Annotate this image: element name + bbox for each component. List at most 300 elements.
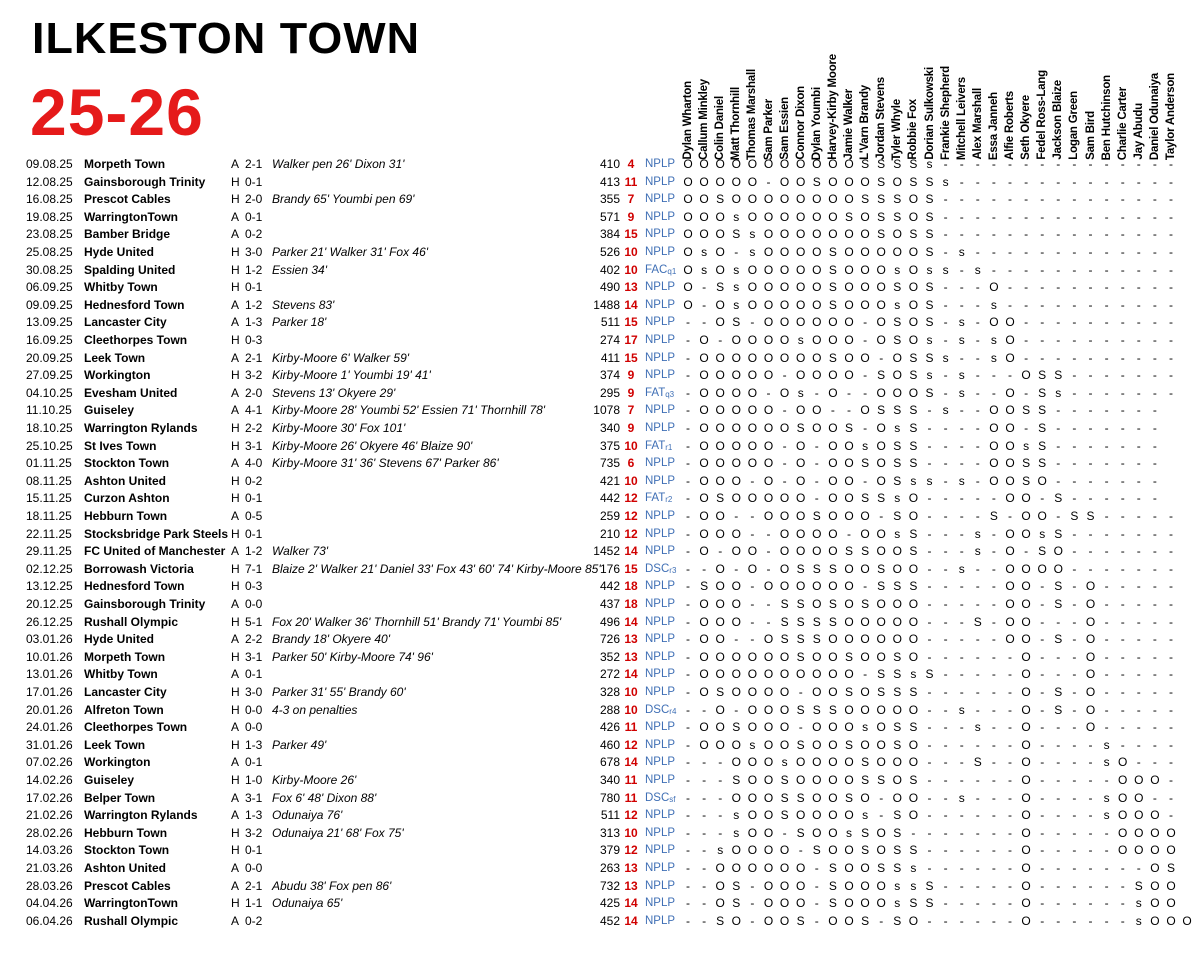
appearance-cell: -	[1072, 157, 1077, 171]
appearance-cell: S	[780, 790, 789, 805]
league-position: 11	[624, 790, 638, 805]
score: 3-0	[245, 245, 263, 259]
competition: $FAT_{r2}$	[645, 492, 673, 505]
appearance-cell: -	[1136, 368, 1141, 383]
appearance-cell: S	[844, 544, 853, 559]
appearance-cell: S	[844, 421, 853, 435]
appearance-cell: -	[1008, 808, 1012, 823]
appearance-cell: -	[1152, 368, 1157, 383]
appearance-cell: O	[731, 667, 741, 682]
appearance-cell: s	[749, 737, 756, 752]
appearance-cell: O	[989, 473, 999, 488]
appearance-cell: O	[844, 896, 854, 911]
appearance-cell: S	[796, 737, 805, 752]
appearance-cell: S	[909, 579, 918, 594]
appearance-cell: -	[975, 368, 980, 383]
appearance-cell: O	[731, 333, 741, 347]
appearance-cell: -	[943, 245, 948, 259]
appearance-cell: O	[683, 227, 693, 242]
appearance-cell: -	[1072, 385, 1077, 400]
appearance-cell: -	[1040, 245, 1045, 259]
appearance-cell: O	[779, 878, 790, 893]
attendance: 210	[599, 526, 620, 541]
appearance-cell: -	[879, 509, 884, 523]
appearance-cell: -	[959, 403, 964, 418]
appearance-cell: O	[876, 825, 886, 840]
match-date: 25.10.25	[26, 438, 73, 453]
appearance-cell: S	[925, 209, 934, 224]
appearance-cell: O	[844, 561, 854, 576]
appearance-cell: O	[747, 368, 758, 383]
appearance-cell: -	[1136, 157, 1141, 171]
appearance-cell: -	[1169, 297, 1173, 312]
appearance-cell: -	[1088, 262, 1093, 277]
match-date: 28.02.26	[26, 825, 73, 840]
home-away: A	[231, 297, 240, 312]
appearance-cell: -	[718, 544, 723, 559]
appearance-cell: -	[1040, 685, 1045, 699]
appearance-cell: -	[863, 473, 868, 488]
appearance-cell: -	[750, 632, 755, 647]
appearance-cell: S	[893, 456, 902, 471]
appearance-cell: -	[1120, 667, 1125, 682]
appearance-cell: O	[715, 350, 725, 365]
appearance-cell: -	[959, 350, 964, 365]
appearance-cell: -	[750, 878, 755, 893]
appearance-cell: S	[893, 649, 902, 664]
scorers: Stevens 83'	[272, 297, 335, 312]
appearance-cell: O	[763, 368, 774, 383]
appearance-cell: S	[925, 896, 934, 911]
home-away: H	[231, 368, 240, 383]
attendance: 274	[599, 333, 620, 347]
appearance-cell: -	[959, 421, 964, 435]
appearance-cell: -	[1120, 315, 1125, 330]
appearance-cell: s	[926, 333, 933, 347]
appearance-cell: -	[959, 685, 964, 699]
appearance-cell: S	[877, 227, 886, 242]
appearance-cell: -	[1152, 737, 1157, 752]
scorers: Parker 50' Kirby-Moore 74' 96'	[272, 649, 433, 664]
attendance: 678	[599, 755, 620, 770]
appearance-cell: S	[796, 561, 805, 576]
appearance-cell: O	[844, 632, 854, 647]
league-position: 12	[624, 509, 638, 523]
appearance-cell: O	[812, 773, 822, 787]
appearance-cell: O	[1085, 720, 1096, 735]
appearance-cell: -	[959, 509, 964, 523]
appearance-cell: -	[1056, 755, 1061, 770]
table-row	[0, 649, 1200, 667]
appearance-cell: -	[686, 561, 690, 576]
appearance-cell: S	[877, 667, 886, 682]
appearance-cell: -	[1040, 702, 1045, 717]
appearance-cell: -	[1152, 561, 1157, 576]
score: 4-0	[245, 456, 263, 471]
appearance-cell: -	[959, 544, 964, 559]
appearance-cell: -	[959, 192, 964, 207]
appearance-cell: -	[1152, 579, 1157, 594]
table-row	[0, 754, 1200, 772]
opponent: Ashton United	[84, 861, 166, 875]
appearance-cell: -	[1008, 262, 1012, 277]
appearance-cell: -	[943, 157, 948, 171]
appearance-cell: -	[1136, 192, 1141, 207]
home-away: A	[231, 227, 240, 242]
opponent: Stockton Town	[84, 456, 170, 471]
appearance-cell: -	[1104, 438, 1109, 453]
player-name-label: Colin Daniel	[714, 95, 727, 160]
appearance-cell: -	[1056, 790, 1061, 805]
attendance: 411	[600, 350, 620, 365]
appearance-cell: O	[763, 878, 774, 893]
score: 1-3	[245, 808, 263, 823]
appearance-cell: O	[699, 491, 709, 506]
appearance-cell: O	[1005, 350, 1015, 365]
appearance-cell: O	[908, 808, 919, 823]
appearance-cell: O	[876, 843, 886, 858]
appearance-cell: -	[1008, 790, 1012, 805]
appearance-cell: -	[1088, 333, 1093, 347]
appearance-cell: O	[796, 438, 806, 453]
appearance-cell: -	[702, 843, 707, 858]
competition: NPLP	[645, 580, 676, 593]
opponent: Gainsborough Trinity	[84, 597, 206, 611]
home-away: A	[231, 209, 240, 224]
appearance-cell: O	[828, 843, 838, 858]
appearance-cell: -	[1008, 773, 1012, 787]
appearance-cell: O	[731, 174, 741, 189]
appearance-cell: O	[812, 262, 822, 277]
appearance-cell: S	[909, 843, 918, 858]
appearance-cell: O	[796, 773, 806, 787]
appearance-cell: -	[1169, 667, 1173, 682]
match-date: 19.08.25	[26, 209, 73, 224]
appearance-cell: -	[1008, 896, 1012, 911]
home-away: H	[231, 649, 240, 664]
appearance-cell: O	[747, 456, 758, 471]
appearance-cell: O	[747, 421, 758, 435]
appearance-cell: O	[860, 209, 870, 224]
appearance-cell: S	[877, 403, 886, 418]
league-position: 9	[627, 368, 635, 383]
appearance-cell: -	[702, 561, 707, 576]
appearance-cell: -	[782, 825, 787, 840]
appearance-cell: O	[763, 825, 774, 840]
appearance-cell: -	[975, 403, 980, 418]
appearance-cell: O	[876, 421, 886, 435]
appearance-cell: -	[959, 280, 964, 295]
appearance-cell: O	[844, 808, 854, 823]
appearance-cell: -	[1024, 245, 1029, 259]
appearance-cell: -	[1169, 773, 1173, 787]
appearance-cell: -	[847, 526, 851, 541]
appearance-cell: O	[1166, 825, 1176, 840]
appearance-cell: S	[893, 438, 902, 453]
match-date: 13.09.25	[26, 315, 73, 330]
table-row	[0, 702, 1200, 720]
score: 2-1	[245, 878, 263, 893]
appearance-cell: O	[860, 614, 870, 629]
match-date: 11.10.25	[26, 403, 72, 418]
appearance-cell: O	[1182, 913, 1192, 928]
appearance-cell: O	[860, 790, 870, 805]
appearance-cell: O	[828, 544, 838, 559]
appearance-cell: O	[828, 473, 838, 488]
appearance-cell: O	[828, 825, 838, 840]
home-away: A	[231, 315, 240, 330]
appearance-cell: S	[877, 209, 886, 224]
table-row	[0, 543, 1200, 561]
player-name-label: Tyler Whyle	[891, 98, 904, 160]
league-position: 14	[624, 297, 638, 312]
match-date: 09.08.25	[26, 157, 73, 171]
league-position: 13	[624, 632, 638, 647]
appearance-cell: -	[1152, 456, 1157, 471]
appearance-cell: -	[686, 755, 690, 770]
opponent: Lancaster City	[84, 315, 167, 330]
appearance-cell: O	[844, 579, 854, 594]
appearance-cell: -	[686, 773, 690, 787]
appearance-cell: O	[699, 526, 709, 541]
appearance-cell: -	[1072, 614, 1077, 629]
player-name	[955, 0, 969, 160]
attendance: 425	[599, 896, 620, 911]
appearance-cell: -	[1120, 509, 1125, 523]
appearance-cell: O	[812, 790, 822, 805]
appearance-cell: -	[1169, 808, 1173, 823]
appearance-cell: -	[943, 913, 948, 928]
appearance-cell: O	[989, 456, 999, 471]
appearance-cell: -	[1169, 509, 1173, 523]
attendance: 442	[599, 579, 620, 594]
appearance-cell: -	[1136, 544, 1141, 559]
appearance-cell: -	[943, 526, 948, 541]
appearance-cell: -	[798, 685, 803, 699]
appearance-cell: s	[1055, 385, 1062, 400]
appearance-cell: O	[715, 720, 725, 735]
appearance-cell: S	[844, 737, 853, 752]
attendance: 402	[599, 262, 620, 277]
appearance-cell: O	[1134, 790, 1144, 805]
appearance-cell: -	[1120, 878, 1125, 893]
appearance-cell: -	[1040, 209, 1045, 224]
appearance-cell: -	[1104, 280, 1109, 295]
appearance-cell: S	[877, 157, 886, 171]
league-position: 15	[624, 561, 638, 576]
appearance-cell: -	[927, 526, 932, 541]
appearance-cell: -	[1104, 473, 1109, 488]
appearance-cell: -	[1152, 315, 1157, 330]
appearance-cell: -	[991, 209, 996, 224]
appearance-cell: s	[910, 473, 917, 488]
appearance-cell: O	[779, 333, 790, 347]
appearance-cell: O	[876, 544, 886, 559]
table-row	[0, 860, 1200, 878]
appearance-cell: O	[699, 737, 709, 752]
appearance-cell: s	[910, 667, 917, 682]
home-away: A	[231, 667, 240, 682]
appearance-cell: -	[1088, 755, 1093, 770]
player-name	[1116, 0, 1130, 160]
score: 3-1	[245, 790, 263, 805]
player-name-label: Harvey-Kirby Moore	[826, 54, 839, 160]
table-row	[0, 578, 1200, 596]
appearance-cell: -	[1040, 790, 1045, 805]
appearance-cell: O	[844, 667, 854, 682]
appearance-cell: -	[1120, 245, 1125, 259]
appearance-cell: -	[1104, 913, 1109, 928]
opponent: Alfreton Town	[84, 702, 164, 717]
opponent: Rushall Olympic	[84, 614, 179, 629]
appearance-cell: -	[1008, 843, 1012, 858]
appearance-cell: -	[1152, 702, 1157, 717]
match-date: 20.09.25	[26, 350, 73, 365]
appearance-cell: O	[828, 579, 838, 594]
appearance-cell: O	[908, 755, 919, 770]
appearance-cell: O	[699, 632, 709, 647]
appearance-cell: -	[943, 544, 948, 559]
appearance-cell: -	[943, 702, 948, 717]
opponent: FC United of Manchester	[84, 544, 226, 559]
appearance-cell: -	[863, 315, 868, 330]
appearance-cell: O	[989, 438, 999, 453]
appearance-cell: O	[747, 280, 758, 295]
appearance-cell: -	[1072, 297, 1077, 312]
match-date: 07.02.26	[26, 755, 73, 770]
appearance-cell: O	[715, 209, 725, 224]
appearance-cell: O	[683, 209, 693, 224]
appearance-cell: O	[763, 632, 774, 647]
appearance-cell: -	[1169, 579, 1173, 594]
player-name-label: L'Varn Brandy	[859, 85, 872, 160]
appearance-cell: -	[1169, 702, 1173, 717]
player-name-label: Daniel Odunaiya	[1148, 72, 1161, 160]
league-position: 15	[624, 350, 638, 365]
appearance-cell: O	[779, 209, 790, 224]
scorers: Kirby-Moore 1' Youmbi 19' 41'	[272, 368, 431, 383]
appearance-cell: -	[1072, 209, 1077, 224]
appearance-cell: -	[975, 685, 980, 699]
appearance-cell: -	[702, 825, 707, 840]
appearance-cell: -	[991, 790, 996, 805]
appearance-cell: -	[702, 878, 707, 893]
appearance-cell: s	[926, 473, 933, 488]
appearance-cell: -	[975, 773, 980, 787]
season-title: 25-26	[30, 75, 204, 149]
score: 2-2	[245, 421, 263, 435]
appearance-cell: -	[1040, 843, 1045, 858]
appearance-cell: S	[812, 174, 821, 189]
appearance-cell: S	[812, 509, 821, 523]
appearance-cell: O	[892, 561, 902, 576]
appearance-cell: O	[1021, 561, 1031, 576]
table-row	[0, 297, 1200, 315]
appearance-cell: O	[731, 421, 741, 435]
appearance-cell: O	[1085, 649, 1096, 664]
appearance-cell: O	[731, 157, 741, 171]
home-away: H	[231, 737, 240, 752]
appearance-cell: O	[779, 385, 790, 400]
opponent: Spalding United	[84, 262, 176, 277]
appearance-cell: O	[1150, 896, 1160, 911]
home-away: H	[231, 262, 240, 277]
appearance-cell: O	[1134, 773, 1144, 787]
appearance-cell: S	[909, 526, 918, 541]
appearance-cell: O	[1037, 509, 1047, 523]
appearance-cell: S	[861, 192, 870, 207]
appearance-cell: O	[763, 192, 774, 207]
appearance-cell: O	[796, 368, 806, 383]
league-position: 12	[624, 737, 638, 752]
table-row	[0, 790, 1200, 808]
table-row	[0, 332, 1200, 350]
table-row	[0, 631, 1200, 649]
appearance-cell: O	[828, 913, 838, 928]
appearance-cell: S	[700, 579, 709, 594]
appearance-cell: O	[715, 403, 725, 418]
appearance-cell: S	[716, 280, 725, 295]
appearance-cell: O	[1118, 843, 1128, 858]
appearance-cell: s	[797, 333, 804, 347]
appearance-cell: -	[927, 773, 932, 787]
appearance-cell: O	[1021, 649, 1031, 664]
appearance-cell: O	[860, 245, 870, 259]
appearance-cell: -	[1056, 350, 1061, 365]
appearance-cell: S	[780, 773, 789, 787]
attendance: 732	[599, 878, 620, 893]
appearance-cell: -	[1072, 790, 1077, 805]
appearance-cell: O	[892, 755, 902, 770]
appearance-cell: O	[892, 227, 902, 242]
appearance-cell: -	[943, 825, 948, 840]
appearance-cell: O	[908, 262, 919, 277]
appearance-cell: O	[699, 614, 709, 629]
competition: NPLP	[645, 404, 676, 417]
appearance-cell: -	[1104, 526, 1109, 541]
appearance-cell: -	[975, 297, 980, 312]
appearance-cell: O	[876, 473, 886, 488]
table-row	[0, 314, 1200, 332]
competition: NPLP	[645, 809, 676, 822]
appearance-cell: -	[975, 808, 980, 823]
competition: $DSC_{sf}$	[645, 791, 676, 804]
appearance-cell: -	[943, 896, 948, 911]
player-name-label: Thomas Marshall	[746, 69, 759, 160]
league-position: 12	[624, 491, 638, 506]
home-away: H	[231, 438, 240, 453]
appearance-cell: -	[734, 632, 739, 647]
player-name	[842, 0, 856, 160]
appearance-cell: S	[732, 773, 741, 787]
competition: $DSC_{r4}$	[645, 703, 677, 716]
appearance-cell: -	[1056, 667, 1061, 682]
appearance-cell: O	[779, 667, 790, 682]
appearance-cell: O	[763, 473, 774, 488]
appearance-cell: -	[991, 561, 996, 576]
appearance-cell: -	[863, 368, 868, 383]
appearance-cell: -	[1169, 315, 1173, 330]
appearance-cell: O	[763, 702, 774, 717]
appearance-cell: -	[1024, 174, 1029, 189]
scorers: Kirby-Moore 6' Walker 59'	[272, 350, 410, 365]
appearance-cell: -	[1072, 456, 1077, 471]
appearance-cell: -	[959, 720, 964, 735]
appearance-cell: O	[747, 297, 758, 312]
appearance-cell: -	[1008, 280, 1012, 295]
appearance-cell: -	[1072, 773, 1077, 787]
league-position: 12	[624, 843, 638, 858]
